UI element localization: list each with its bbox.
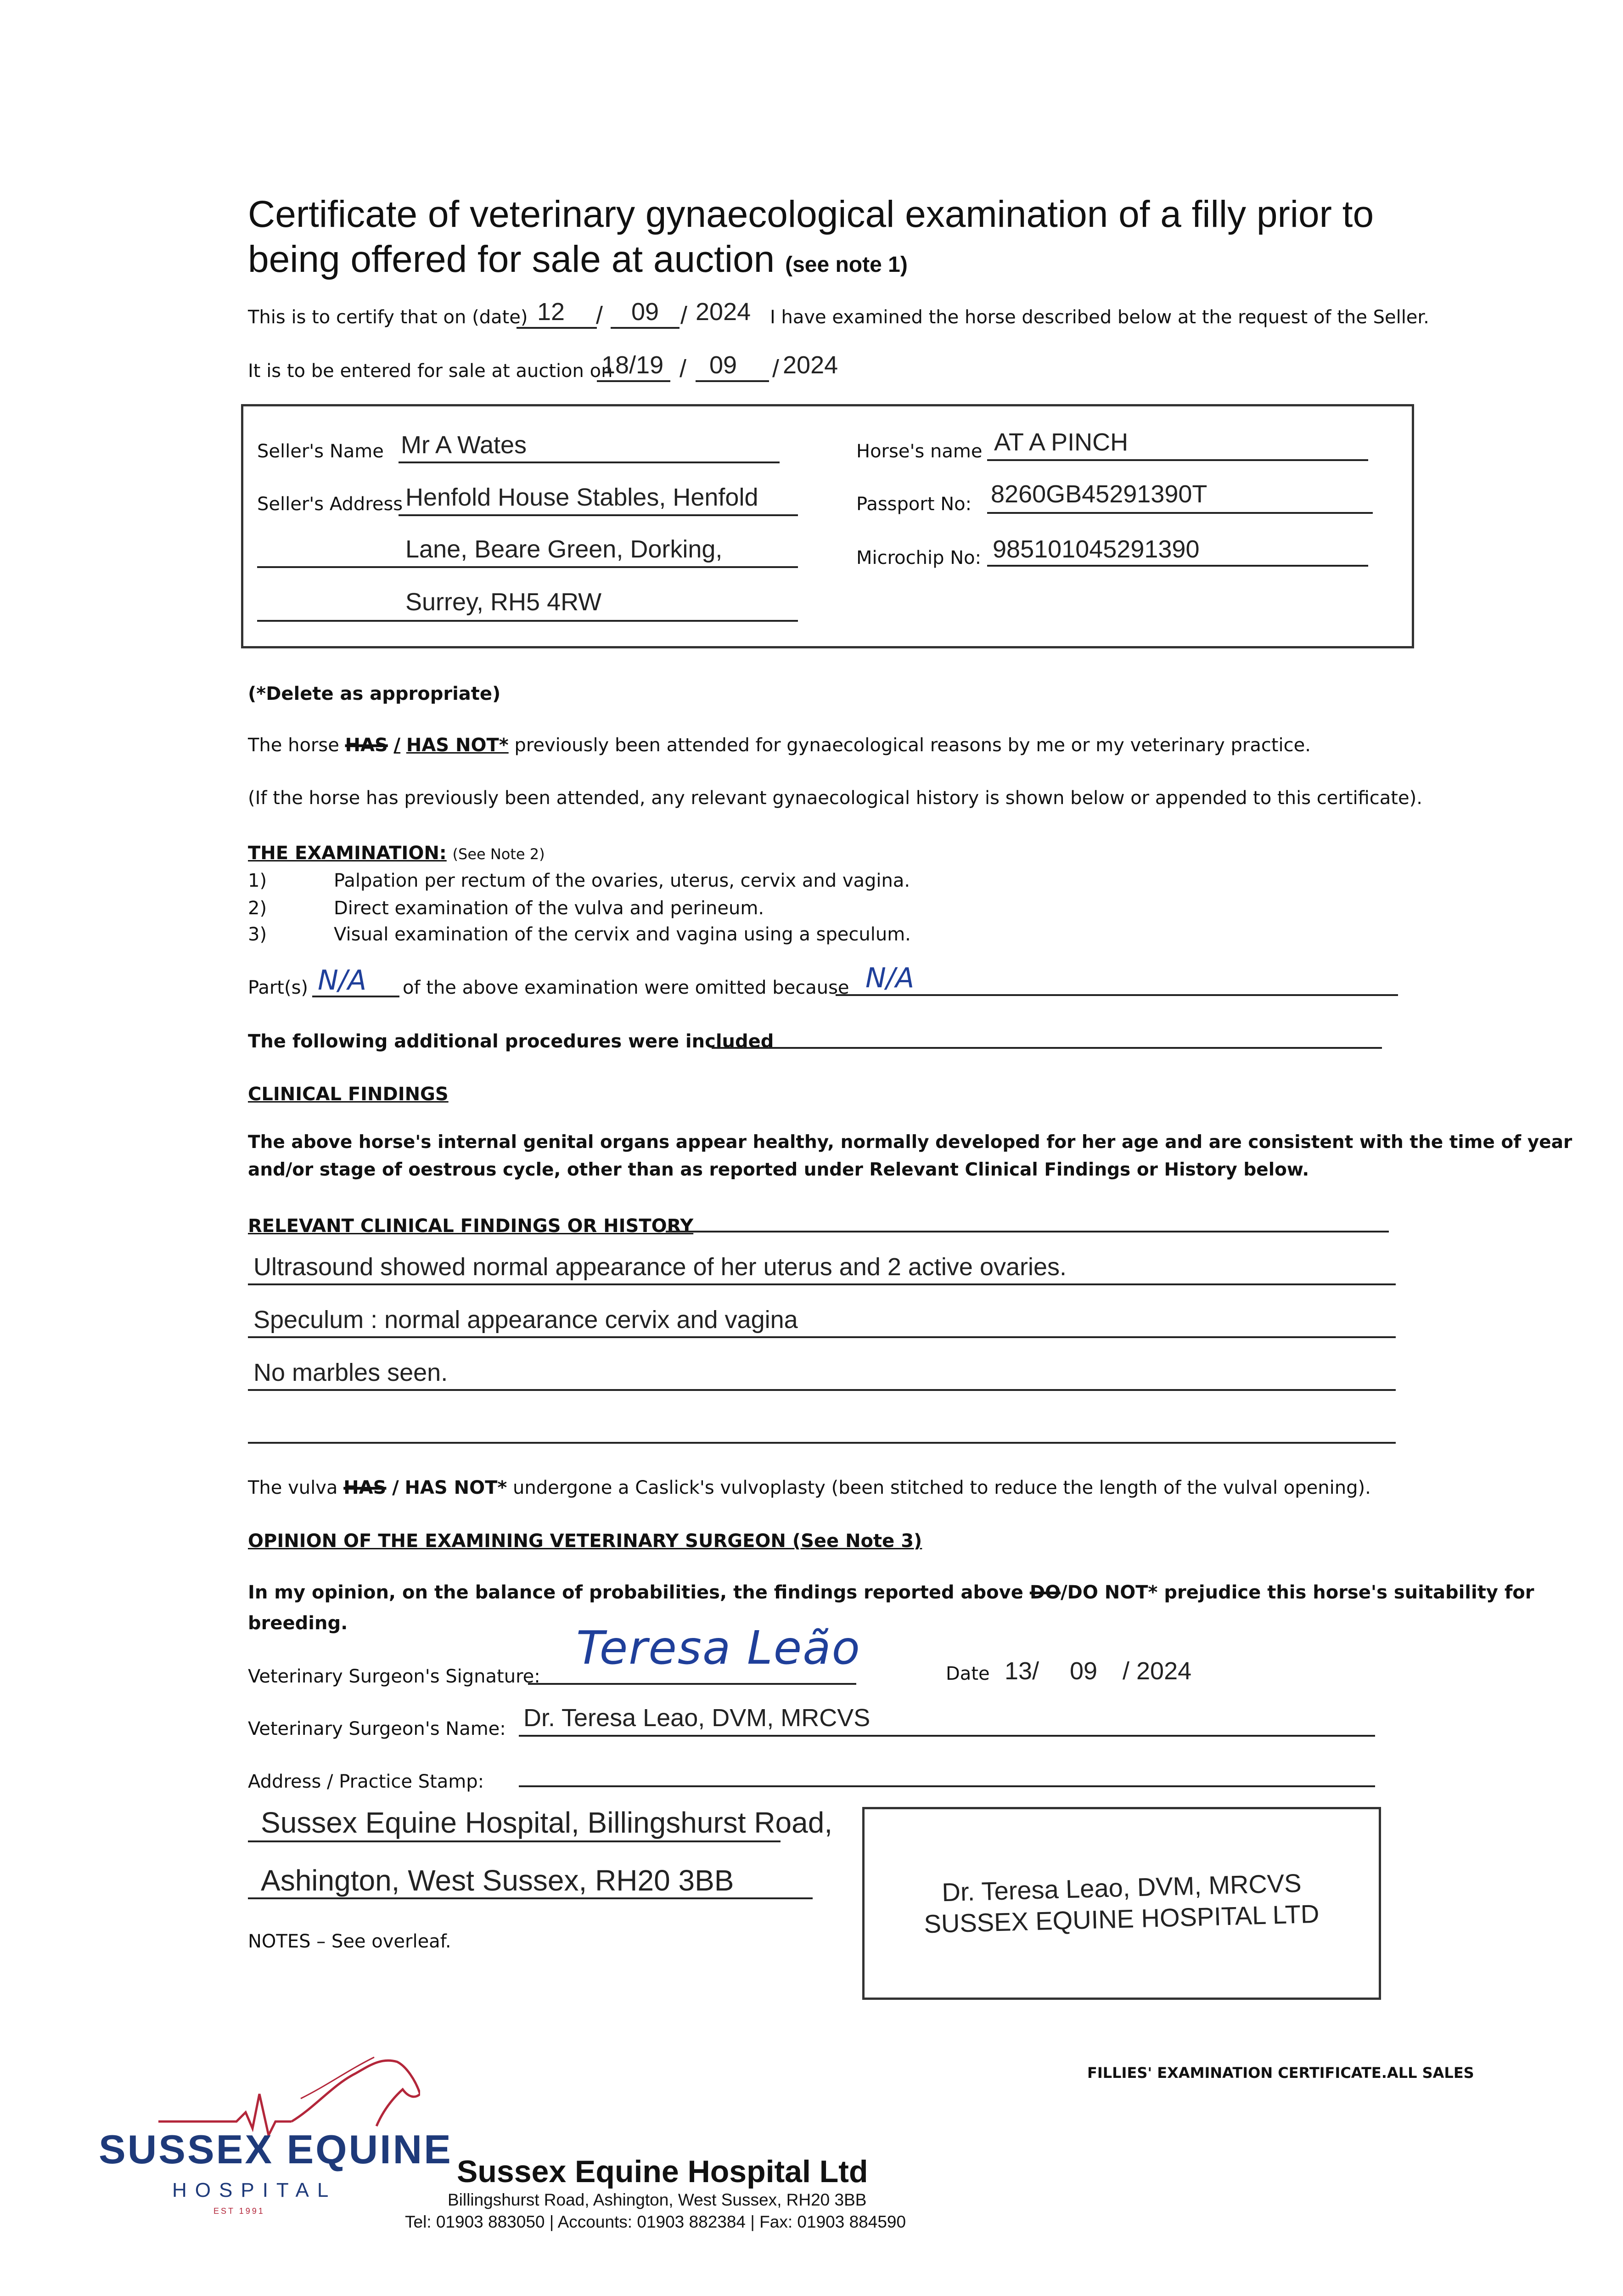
- microchip-number: 985101045291390: [993, 535, 1200, 563]
- auction-day: 18/19: [601, 351, 664, 379]
- history-note: (If the horse has previously been attended, any relevant gynaecological history is shown below or appended to this certificate).: [248, 788, 1422, 809]
- microchip-label: Microchip No:: [856, 547, 982, 568]
- horse-name: AT A PINCH: [994, 428, 1129, 456]
- omitted-middle: of the above examination were omitted because: [403, 977, 849, 998]
- certify-day-rule: [517, 327, 597, 329]
- vulva-has-struck: HAS: [343, 1477, 387, 1498]
- seller-address-line-3: Surrey, RH5 4RW: [405, 588, 602, 616]
- seller-address-line-1: Henfold House Stables, Henfold: [405, 484, 758, 511]
- horse-name-label: Horse's name: [856, 441, 983, 462]
- signature-date-year: / 2024: [1123, 1657, 1192, 1685]
- clinical-heading: CLINICAL FINDINGS: [248, 1084, 449, 1105]
- opinion-do-not: DO NOT*: [1067, 1582, 1158, 1603]
- opinion-heading: OPINION OF THE EXAMINING VETERINARY SURGEON (See Note 3): [248, 1531, 922, 1552]
- attended-statement: The horse HAS / HAS NOT* previously been attended for gynaecological reasons by me or my veterinary practice.: [248, 735, 1311, 756]
- seller-name-label: Seller's Name: [257, 441, 384, 462]
- logo-word: SUSSEX EQUINE: [99, 2127, 453, 2172]
- vulva-statement: The vulva HAS / HAS NOT* undergone a Caslick's vulvoplasty (been stitched to reduce the length of the vulval opening).: [248, 1477, 1371, 1498]
- auction-month-rule: [696, 380, 769, 382]
- surgeon-name: Dr. Teresa Leao, DVM, MRCVS: [523, 1704, 870, 1732]
- certify-month-rule: [611, 327, 680, 329]
- auction-day-rule: [597, 380, 670, 382]
- certify-day: 12: [537, 298, 565, 326]
- auction-year: 2024: [783, 351, 838, 379]
- relevant-line-3: No marbles seen.: [253, 1359, 448, 1386]
- opinion-do-struck: DO: [1029, 1582, 1061, 1603]
- notes-text: NOTES – See overleaf.: [248, 1931, 451, 1952]
- seller-address-line-2: Lane, Beare Green, Dorking,: [405, 535, 723, 563]
- certificate-title: [248, 192, 1442, 287]
- certify-prefix: This is to certify that on (date): [248, 307, 528, 328]
- omitted-prefix: Part(s): [248, 977, 309, 998]
- relevant-line-2: Speculum : normal appearance cervix and vagina: [253, 1306, 798, 1334]
- title-line-1: Certificate of veterinary gynaecological examination of a filly prior to: [248, 193, 1374, 235]
- exam-item-text: Direct examination of the vulva and perineum.: [334, 898, 764, 919]
- relevant-line-1: Ultrasound showed normal appearance of her uterus and 2 active ovaries.: [253, 1253, 1067, 1281]
- examination-heading: THE EXAMINATION: (See Note 2): [248, 843, 545, 864]
- signature-date-month: 09: [1070, 1657, 1098, 1685]
- exam-item-num: 2): [248, 898, 267, 919]
- practice-label: Address / Practice Stamp:: [248, 1771, 484, 1792]
- omitted-reason: N/A: [865, 962, 915, 994]
- signature-label: Veterinary Surgeon's Signature:: [248, 1666, 540, 1687]
- clinical-text-2: and/or stage of oestrous cycle, other than as reported under Relevant Clinical Findings or History below.: [248, 1159, 1309, 1180]
- signature-date-label: Date: [946, 1663, 990, 1684]
- seller-name: Mr A Wates: [401, 431, 527, 459]
- additional-label: The following additional procedures were included: [248, 1031, 774, 1052]
- opinion-statement: In my opinion, on the balance of probabilities, the findings reported above DO/DO NOT* prejudice this horse's suitability for: [248, 1582, 1534, 1603]
- attended-has-not: HAS NOT*: [406, 735, 509, 756]
- opinion-line-2: breeding.: [248, 1613, 348, 1634]
- passport-number: 8260GB45291390T: [991, 480, 1207, 508]
- title-note: (see note 1): [785, 253, 908, 277]
- company-contact: Tel: 01903 883050 | Accounts: 01903 882384 | Fax: 01903 884590: [405, 2212, 906, 2231]
- logo-sub: HOSPITAL: [172, 2179, 337, 2201]
- signature-handwritten: Teresa Leão: [576, 1621, 861, 1675]
- hospital-logo: [99, 2030, 453, 2223]
- title-line-2: being offered for sale at auction: [248, 238, 775, 280]
- certify-month: 09: [631, 298, 659, 326]
- delete-note: (*Delete as appropriate): [248, 683, 501, 704]
- practice-line-2: Ashington, West Sussex, RH20 3BB: [261, 1864, 734, 1897]
- passport-label: Passport No:: [856, 494, 972, 515]
- certify-year: 2024: [696, 298, 751, 326]
- stamp-line-1: Dr. Teresa Leao, DVM, MRCVS: [941, 1868, 1302, 1907]
- company-address: Billingshurst Road, Ashington, West Sussex, RH20 3BB: [448, 2190, 867, 2209]
- exam-item-text: Visual examination of the cervix and vagina using a speculum.: [334, 924, 911, 945]
- exam-item-num: 1): [248, 870, 267, 891]
- auction-prefix: It is to be entered for sale at auction on: [248, 360, 613, 382]
- relevant-heading: RELEVANT CLINICAL FINDINGS OR HISTORY: [248, 1216, 694, 1237]
- practice-line-1: Sussex Equine Hospital, Billingshurst Road,: [261, 1806, 833, 1839]
- certify-suffix: I have examined the horse described below at the request of the Seller.: [770, 307, 1429, 328]
- exam-item-text: Palpation per rectum of the ovaries, uterus, cervix and vagina.: [334, 870, 910, 891]
- seller-address-label: Seller's Address: [257, 494, 403, 515]
- clinical-text-1: The above horse's internal genital organs appear healthy, normally developed for her age and are consistent with the time of year: [248, 1132, 1572, 1153]
- logo-est: EST 1991: [213, 2206, 265, 2216]
- omitted-parts: N/A: [318, 964, 367, 996]
- auction-month: 09: [709, 351, 737, 379]
- stamp-line-2: SUSSEX EQUINE HOSPITAL LTD: [923, 1899, 1320, 1939]
- exam-item-num: 3): [248, 924, 267, 945]
- surgeon-name-label: Veterinary Surgeon's Name:: [248, 1718, 506, 1739]
- attended-has-struck: HAS: [345, 735, 388, 756]
- company-name: Sussex Equine Hospital Ltd: [457, 2154, 868, 2189]
- form-reference: FILLIES' EXAMINATION CERTIFICATE.ALL SALES: [1087, 2064, 1474, 2082]
- vulva-has-not: HAS NOT*: [404, 1477, 507, 1498]
- signature-date-day: 13/: [1005, 1657, 1039, 1685]
